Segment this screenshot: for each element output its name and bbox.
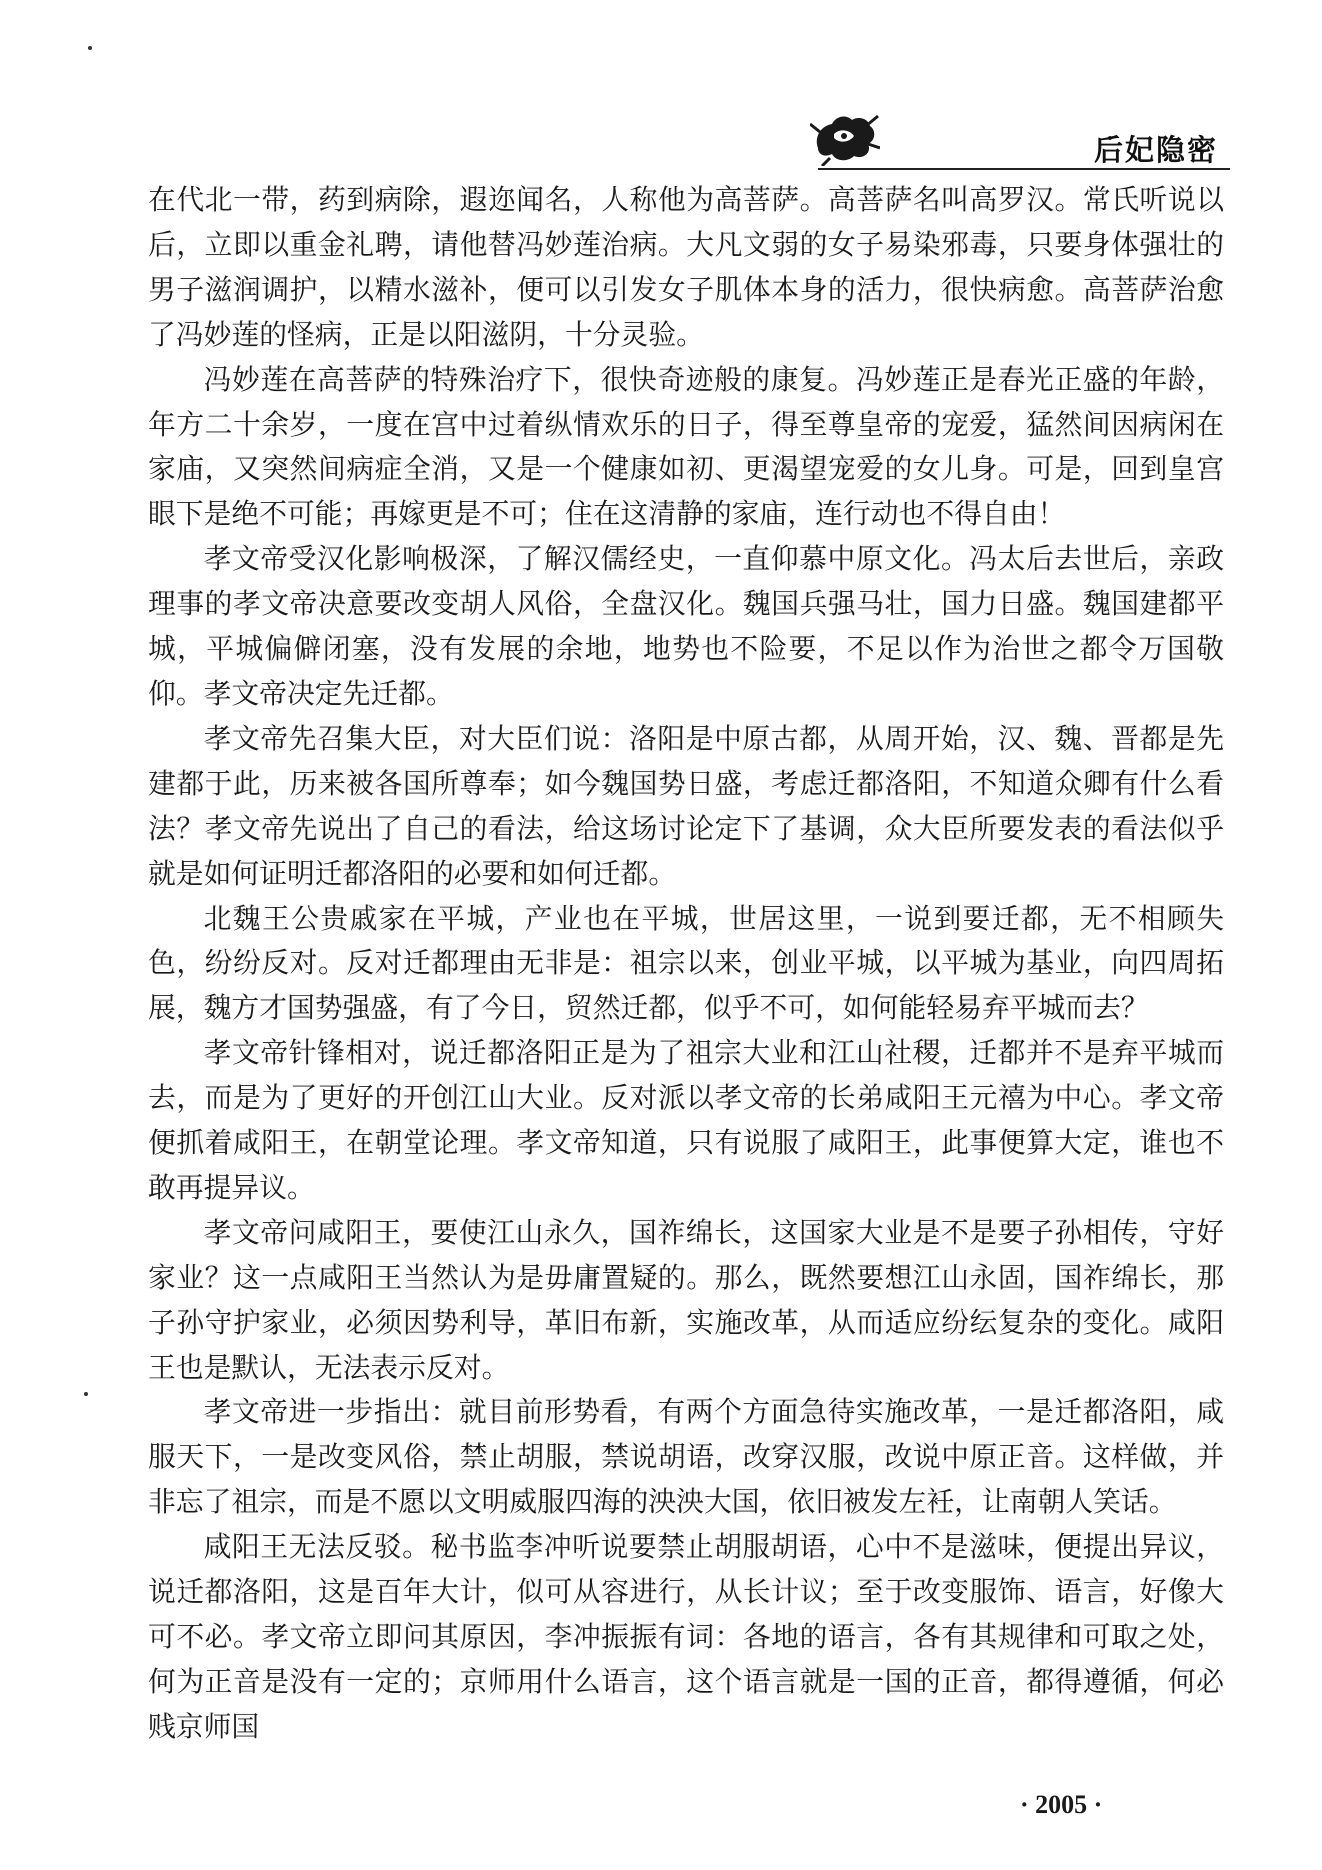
paragraph: 孝文帝先召集大臣，对大臣们说：洛阳是中原古都，从周开始，汉、魏、晋都是先建都于此，历来被各国所尊奉；如今魏国势日盛，考虑迁都洛阳，不知道众卿有什么看法？孝文帝先说出了自己的看法，给这场讨论定下了基调，众大臣所要发表的看法似乎就是如何证明迁都洛阳的必要和如何迁都。 — [148, 721, 1224, 890]
header-rule — [818, 168, 1230, 170]
scan-speck — [84, 1392, 88, 1396]
body-text — [148, 178, 1224, 1750]
paragraph: 孝文帝进一步指出：就目前形势看，有两个方面急待实施改革，一是迁都洛阳，咸服天下，一是改变风俗，禁止胡服，禁说胡语，改穿汉服，改说中原正音。这样做，并非忘了祖宗，而是不愿以文明威服四海的泱泱大国，依旧被发左衽，让南朝人笑话。 — [148, 1395, 1224, 1519]
paragraph: 北魏王公贵戚家在平城，产业也在平城，世居这里，一说到要迁都，无不相顾失色，纷纷反对。反对迁都理由无非是：祖宗以来，创业平城，以平城为基业，向四周拓展，魏方才国势强盛，有了今日，贸然迁都，似乎不可，如何能轻易弃平城而去？ — [148, 901, 1224, 1025]
paragraph: 孝文帝问咸阳王，要使江山永久，国祚绵长，这国家大业是不是要子孙相传，守好家业？这一点咸阳王当然认为是毋庸置疑的。那么，既然要想江山永固，国祚绵长，那子孙守护家业，必须因势利导，革旧布新，实施改革，从而适应纷纭复杂的变化。咸阳王也是默认，无法表示反对。 — [148, 1215, 1224, 1384]
scan-speck — [88, 46, 92, 50]
paragraph: 冯妙莲在高菩萨的特殊治疗下，很快奇迹般的康复。冯妙莲正是春光正盛的年龄，年方二十余岁，一度在宫中过着纵情欢乐的日子，得至尊皇帝的宠爱，猛然间因病闲在家庙，又突然间病症全消，又是一个健康如初、更渴望宠爱的女儿身。可是，回到皇宫眼下是绝不可能；再嫁更是不可；住在这清静的家庙，连行动也不得自由！ — [148, 362, 1224, 531]
paragraph: 孝文帝受汉化影响极深，了解汉儒经史，一直仰慕中原文化。冯太后去世后，亲政理事的孝文帝决意要改变胡人风俗，全盘汉化。魏国兵强马壮，国力日盛。魏国建都平城，平城偏僻闭塞，没有发展的余地，地势也不险要，不足以作为治世之都令万国敬仰。孝文帝决定先迁都。 — [148, 542, 1224, 710]
dragon-emblem-icon — [810, 108, 880, 166]
running-title: 后妃隐密 — [1093, 133, 1218, 167]
paragraph: 在代北一带，药到病除，遐迩闻名，人称他为高菩萨。高菩萨名叫高罗汉。常氏听说以后，立即以重金礼聘，请他替冯妙莲治病。大凡文弱的女子易染邪毒，只要身体强壮的男子滋润调护，以精水滋补，便可以引发女子肌体本身的活力，很快病愈。高菩萨治愈了冯妙莲的怪病，正是以阳滋阴，十分灵验。 — [148, 183, 1224, 351]
page-number: · 2005 · — [1020, 1790, 1103, 1819]
paragraph: 孝文帝针锋相对，说迁都洛阳正是为了祖宗大业和江山社稷，迁都并不是弃平城而去，而是为了更好的开创江山大业。反对派以孝文帝的长弟咸阳王元禧为中心。孝文帝便抓着咸阳王，在朝堂论理。孝文帝知道，只有说服了咸阳王，此事便算大定，谁也不敢再提异议。 — [148, 1036, 1224, 1204]
page-header — [810, 108, 1230, 168]
paragraph: 咸阳王无法反驳。秘书监李冲听说要禁止胡服胡语，心中不是滋味，便提出异议，说迁都洛阳，这是百年大计，似可从容进行，从长计议；至于改变服饰、语言，好像大可不必。孝文帝立即问其原因，李冲振振有词：各地的语言，各有其规律和可取之处，何为正音是没有一定的；京师用什么语言，这个语言就是一国的正音，都得遵循，何必贱京师国 — [148, 1530, 1224, 1743]
